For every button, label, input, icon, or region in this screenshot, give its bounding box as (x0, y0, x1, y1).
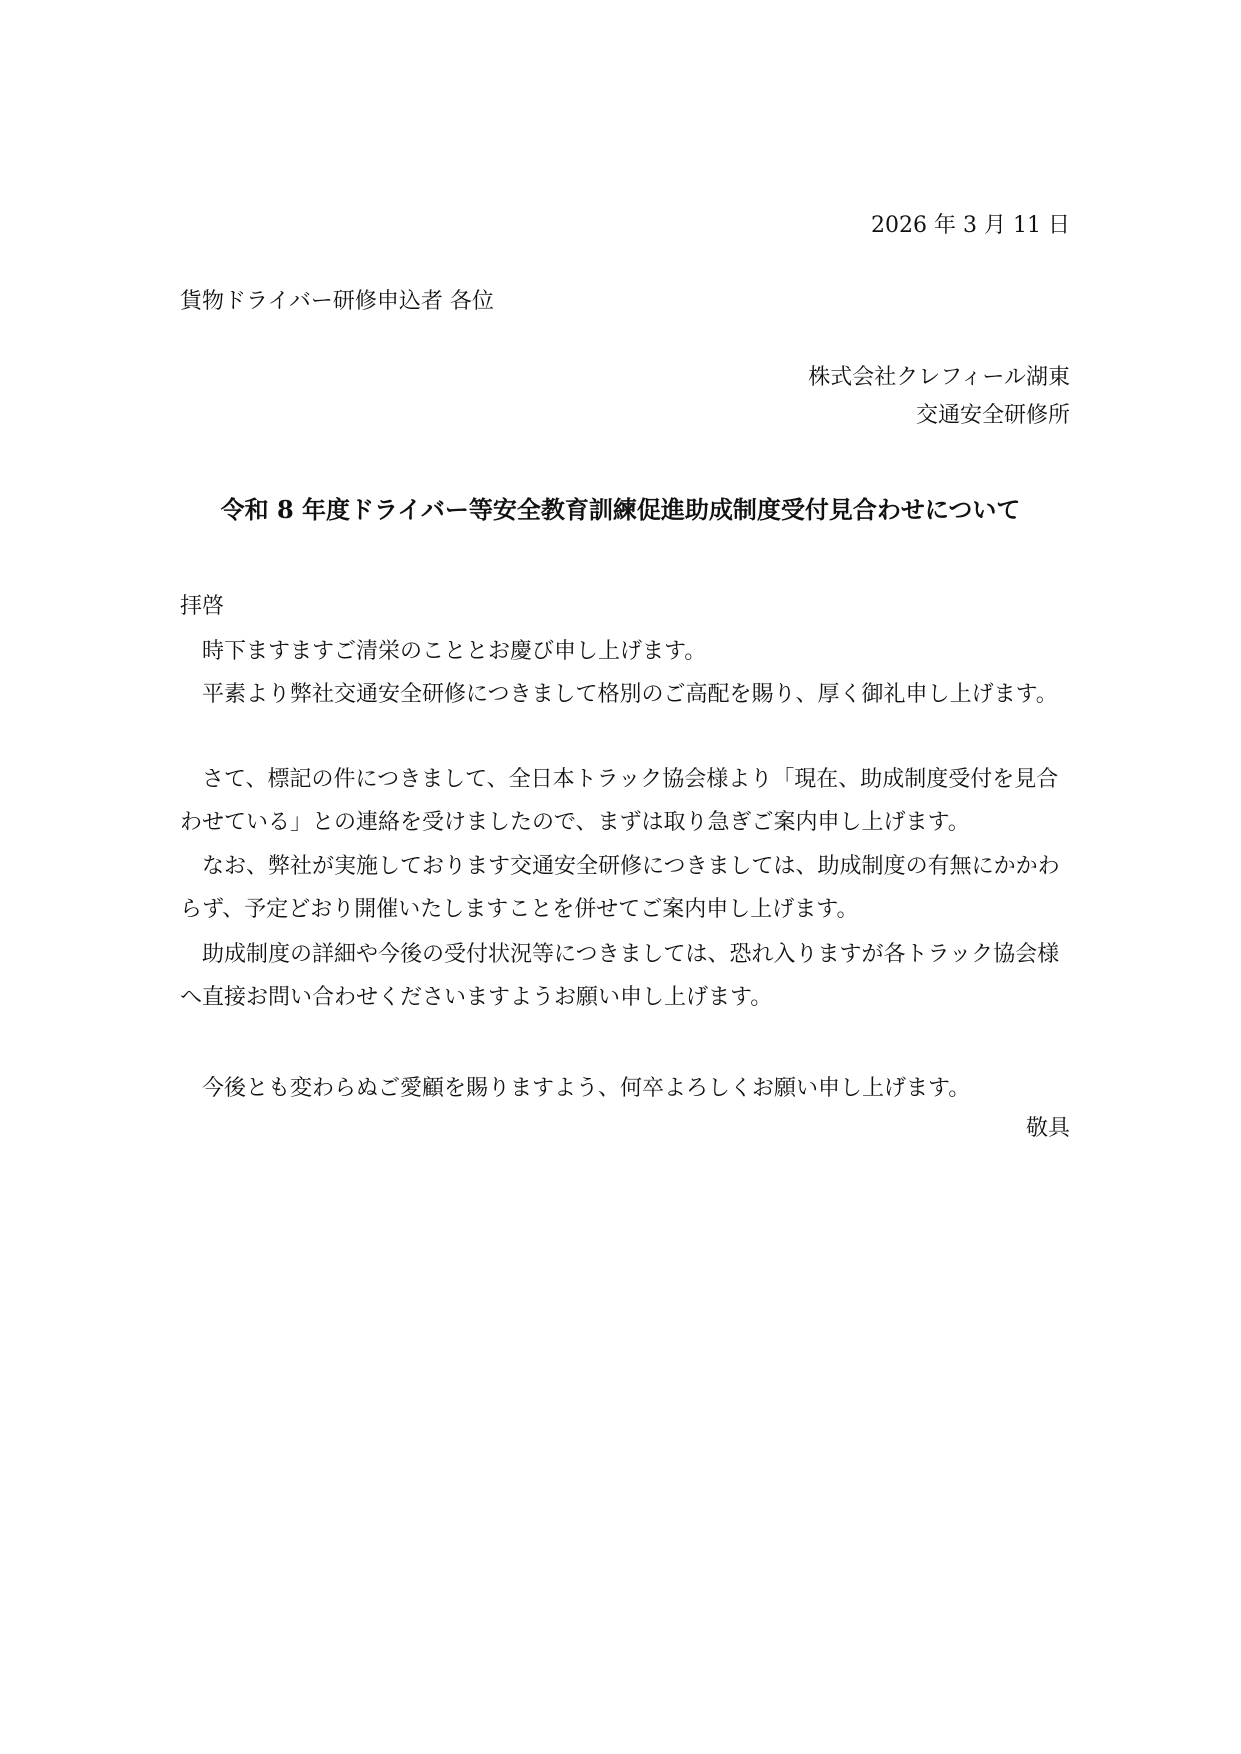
body-line: わせている」との連絡を受けましたので、まずは取り急ぎご案内申し上げます。 (180, 810, 970, 835)
body-line: らず、予定どおり開催いたしますことを併せてご案内申し上げます。 (180, 897, 859, 922)
sender-department: 交通安全研修所 (915, 403, 1070, 428)
body-line: 時下ますますご清栄のこととお慶び申し上げます。 (180, 639, 707, 664)
closing-salutation: 敬具 (1025, 1116, 1070, 1141)
document-title: 令和 8 年度ドライバー等安全教育訓練促進助成制度受付見合わせについて (220, 495, 1021, 524)
body-line: 助成制度の詳細や今後の受付状況等につきましては、恐れ入りますが各トラック協会様 (180, 942, 1060, 967)
body-line: 平素より弊社交通安全研修につきまして格別のご高配を賜り、厚く御礼申し上げます。 (180, 682, 1058, 707)
body-line: さて、標記の件につきまして、全日本トラック協会様より「現在、助成制度受付を見合 (180, 767, 1059, 792)
body-line: なお、弊社が実施しております交通安全研修につきましては、助成制度の有無にかかわ (180, 854, 1060, 879)
opening-salutation: 拝啓 (180, 594, 225, 619)
body-line: へ直接お問い合わせくださいますようお願い申し上げます。 (180, 985, 773, 1010)
sender-company: 株式会社クレフィール湖東 (808, 365, 1070, 390)
body-line: 今後とも変わらぬご愛顧を賜りますよう、何卒よろしくお願い申し上げます。 (180, 1076, 971, 1101)
addressee: 貨物ドライバー研修申込者 各位 (180, 289, 494, 314)
letter-date: 2026 年 3 月 11 日 (871, 213, 1070, 238)
